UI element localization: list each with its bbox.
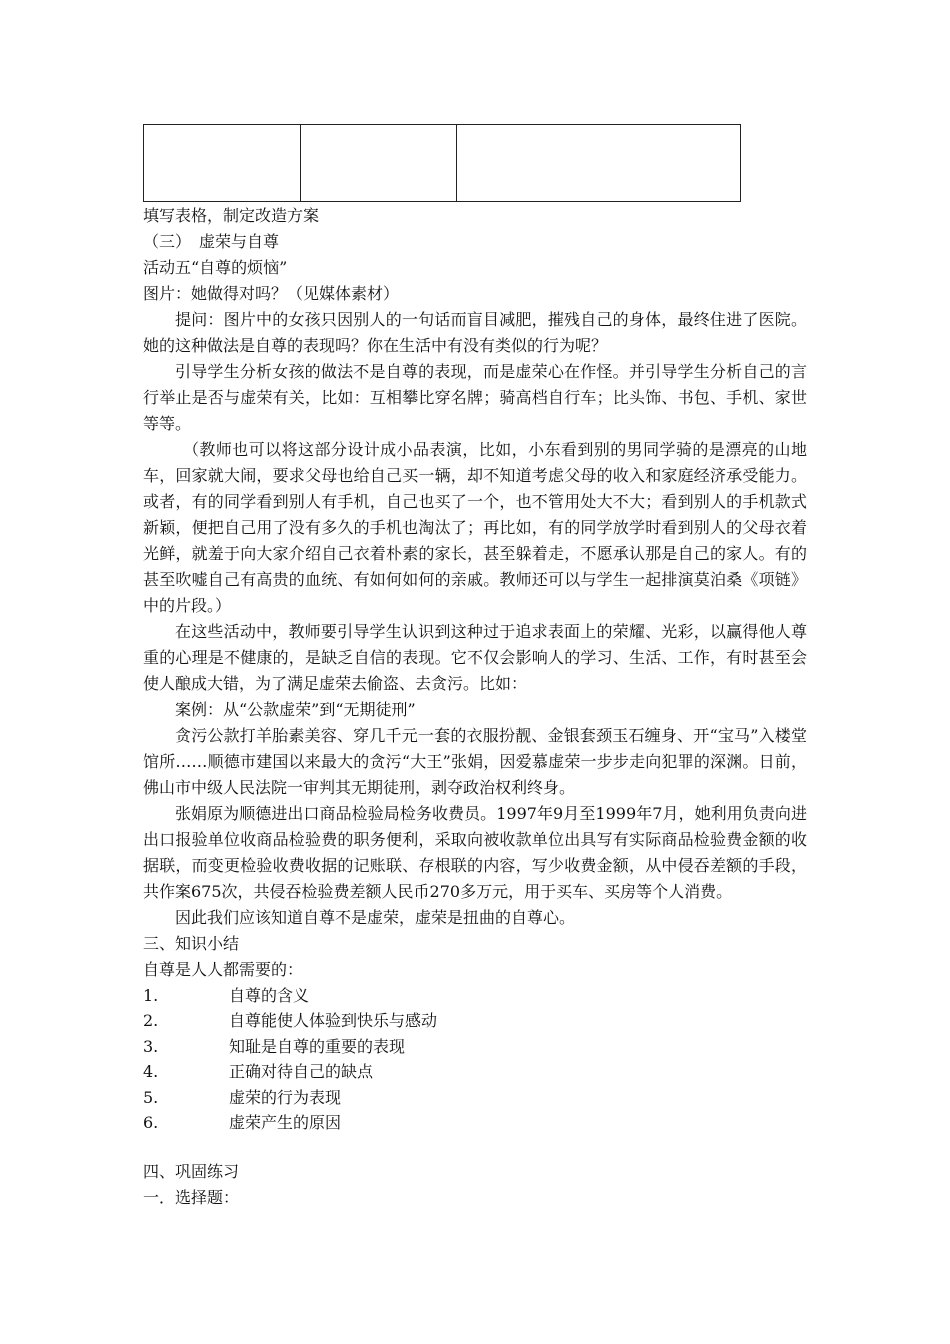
section-heading: （三） 虚荣与自尊	[143, 232, 280, 251]
list-number: 2.	[143, 1011, 159, 1031]
list-text: 自尊能使人体验到快乐与感动	[229, 1011, 438, 1031]
table-cell	[144, 125, 301, 202]
table-cell	[457, 125, 741, 202]
list-text: 虚荣的行为表现	[229, 1087, 342, 1107]
list-number: 1.	[143, 986, 159, 1005]
case-detail-paragraph: 张娟原为顺德进出口商品检验局检务收费员。1997年9月至1999年7月，她利用负责向进出口报验单位收商品检验费的职务便利，采取向被收款单位出具写有实际商品检验费金额的收据联，而变更检验收费收据的记账联、存根联的内容，写少收费金额，从中侵吞差额的手段，共作案675次，共侵吞检验费差额人民币270多万元，用于买车、买房等个人消费。	[143, 804, 807, 901]
activity-title: 活动五“自尊的烦恼”	[143, 258, 288, 277]
conclusion-paragraph: 因此我们应该知道自尊不是虚荣，虚荣是扭曲的自尊心。	[175, 908, 576, 927]
practice-heading: 四、巩固练习	[143, 1162, 240, 1182]
teacher-paragraph: 在这些活动中，教师要引导学生认识到这种过于追求表面上的荣耀、光彩，以赢得他人尊重的心理是不健康的，是缺乏自信的表现。它不仅会影响人的学习、生活、工作，有时甚至会使人酿成大错，为了满足虚荣去偷盗、去贪污。比如：	[143, 622, 807, 693]
plan-table	[143, 124, 741, 202]
table-row	[144, 125, 741, 202]
list-number: 5.	[143, 1087, 159, 1107]
list-item	[143, 1034, 807, 1059]
question-paragraph: 提问：图片中的女孩只因别人的一句话而盲目减肥，摧残自己的身体，最终住进了医院。她的这种做法是自尊的表现吗？你在生活中有没有类似的行为呢？	[143, 310, 807, 355]
spacer	[143, 1135, 807, 1159]
case-paragraph: 贪污公款打羊胎素美容、穿几千元一套的衣服扮靓、金银套颈玉石缠身、开“宝马”入楼堂馆所……顺德市建国以来最大的贪污“大王”张娟，因爱慕虚荣一步步走向犯罪的深渊。日前，佛山市中级人民法院一审判其无期徒刑，剥夺政治权利终身。	[143, 726, 807, 797]
summary-list	[143, 983, 807, 1135]
list-item	[143, 1085, 807, 1110]
choice-heading: 一．选择题：	[143, 1188, 240, 1208]
list-text: 自尊的含义	[229, 986, 310, 1005]
table-cell	[301, 125, 457, 202]
list-item	[143, 983, 807, 1008]
picture-caption: 图片：她做得对吗？（见媒体素材）	[143, 284, 400, 303]
list-item	[143, 1059, 807, 1084]
summary-intro: 自尊是人人都需要的：	[143, 960, 304, 979]
list-number: 6.	[143, 1113, 159, 1133]
guidance-paragraph: 引导学生分析女孩的做法不是自尊的表现，而是虚荣心在作怪。并引导学生分析自己的言行举止是否与虚荣有关，比如：互相攀比穿名牌；骑高档自行车；比头饰、书包、手机、家世等等。	[143, 362, 807, 433]
list-number: 4.	[143, 1062, 159, 1082]
list-text: 正确对待自己的缺点	[229, 1062, 374, 1082]
list-text: 虚荣产生的原因	[229, 1113, 342, 1133]
document-body	[143, 203, 807, 1211]
list-item	[143, 1110, 807, 1135]
case-title: 案例：从“公款虚荣”到“无期徒刑”	[175, 700, 416, 719]
skit-paragraph: （教师也可以将这部分设计成小品表演，比如，小东看到别的男同学骑的是漂亮的山地车，回家就大闹，要求父母也给自己买一辆，却不知道考虑父母的收入和家庭经济承受能力。或者，有的同学看到别人有手机，自己也买了一个，也不管用处大不大；看到别人的手机款式新颖，便把自己用了没有多久的手机也淘汰了；再比如，有的同学放学时看到别人的父母衣着光鲜，就羞于向大家介绍自己衣着朴素的家长，甚至躲着走，不愿承认那是自己的家人。有的甚至吹嘘自己有高贵的血统、有如何如何的亲戚。教师还可以与学生一起排演莫泊桑《项链》中的片段。）	[143, 440, 807, 615]
list-text: 知耻是自尊的重要的表现	[229, 1036, 406, 1056]
list-item	[143, 1008, 807, 1033]
fill-table-heading: 填写表格，制定改造方案	[143, 206, 320, 225]
list-number: 3.	[143, 1036, 159, 1056]
summary-heading: 三、知识小结	[143, 934, 240, 953]
